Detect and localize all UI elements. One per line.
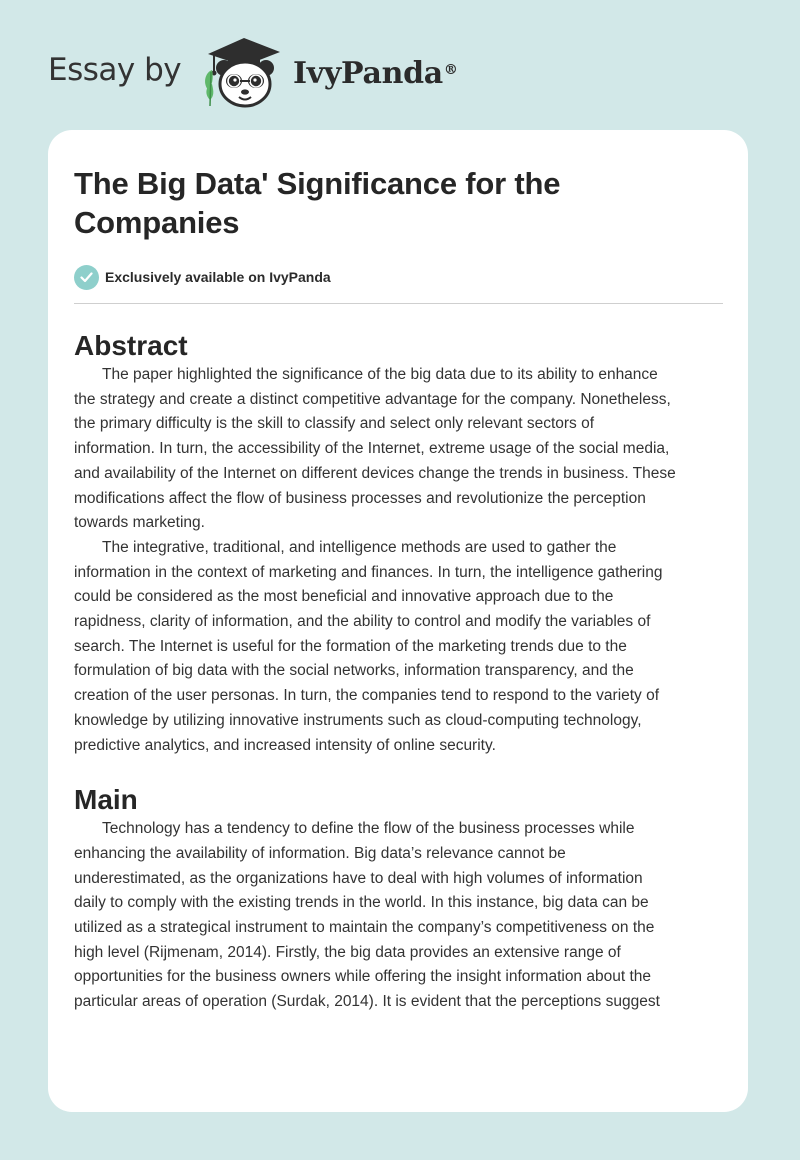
paragraph-line: formulation of big data with the social networks, information transparency, and the bbox=[74, 662, 634, 680]
paragraph-line: towards marketing. bbox=[74, 514, 205, 532]
panda-logo-icon[interactable] bbox=[200, 32, 292, 110]
essay-card bbox=[48, 130, 748, 1112]
paragraph-line: and availability of the Internet on different devices change the trends in business. These bbox=[74, 464, 676, 482]
section-heading-main: Main bbox=[74, 784, 138, 816]
paragraph-line: particular areas of operation (Surdak, 2014). It is evident that the perceptions suggest bbox=[74, 993, 660, 1011]
exclusive-label: Exclusively available on IvyPanda bbox=[105, 269, 331, 285]
title-line: The Big Data' Significance for the bbox=[74, 166, 561, 201]
site-header bbox=[0, 0, 800, 130]
divider bbox=[74, 303, 723, 304]
paragraph-line: knowledge by utilizing innovative instruments such as cloud-computing technology, bbox=[74, 711, 642, 729]
paragraph-line: search. The Internet is useful for the formation of the marketing trends due to the bbox=[74, 637, 627, 655]
paragraph bbox=[74, 817, 723, 1015]
paragraph-line: enhancing the availability of information. Big data’s relevance cannot be bbox=[74, 844, 566, 862]
paragraph-line: Technology has a tendency to define the flow of the business processes while bbox=[102, 820, 635, 838]
check-icon bbox=[74, 265, 99, 290]
paragraph-line: rapidness, clarity of information, and the ability to control and modify the variables of bbox=[74, 613, 651, 631]
paragraph bbox=[74, 536, 723, 758]
paragraph-line: predictive analytics, and increased intensity of online security. bbox=[74, 736, 496, 754]
paragraph bbox=[74, 363, 723, 536]
paragraph-line: daily to comply with the existing trends in the world. In this instance, big data can be bbox=[74, 894, 649, 912]
paragraph-line: The integrative, traditional, and intelligence methods are used to gather the bbox=[102, 538, 617, 556]
section-heading-abstract: Abstract bbox=[74, 330, 188, 361]
paragraph-line: utilized as a strategical instrument to maintain the company’s competitiveness on the bbox=[74, 919, 655, 937]
page-title bbox=[74, 164, 723, 242]
exclusive-badge bbox=[74, 264, 723, 290]
paragraph-line: the strategy and create a distinct competitive advantage for the company. Nonetheless, bbox=[74, 390, 671, 408]
paragraph-line: The paper highlighted the significance of the big data due to its ability to enhance bbox=[102, 366, 658, 383]
paragraph-line: information in the context of marketing and finances. In turn, the intelligence gathering bbox=[74, 563, 663, 581]
paragraph-line: high level (Rijmenam, 2014). Firstly, the big data provides an extensive range of bbox=[74, 943, 621, 961]
registered-mark: ® bbox=[443, 62, 458, 78]
paragraph-line: the primary difficulty is the skill to classify and select only relevant sectors of bbox=[74, 415, 595, 433]
paragraph-line: creation of the user personas. In turn, the companies tend to respond to the variety of bbox=[74, 687, 660, 705]
paragraph-line: could be considered as the most beneficial and innovative approach due to the bbox=[74, 588, 614, 606]
paragraph-line: information. In turn, the accessibility of the Internet, extreme usage of the social media, bbox=[74, 440, 670, 458]
paragraph-line: modifications affect the flow of business processes and revolutionize the perception bbox=[74, 489, 646, 507]
title-line: Companies bbox=[74, 205, 240, 240]
paragraph-line: opportunities for the business owners while offering the insight information about the bbox=[74, 968, 652, 986]
essay-content bbox=[74, 164, 723, 1015]
paragraph-line: underestimated, as the organizations have to deal with high volumes of information bbox=[74, 869, 643, 887]
essay-by-label: Essay by bbox=[48, 52, 182, 88]
brand-name[interactable] bbox=[293, 56, 458, 92]
brand-name-text: IvyPanda bbox=[293, 56, 443, 91]
